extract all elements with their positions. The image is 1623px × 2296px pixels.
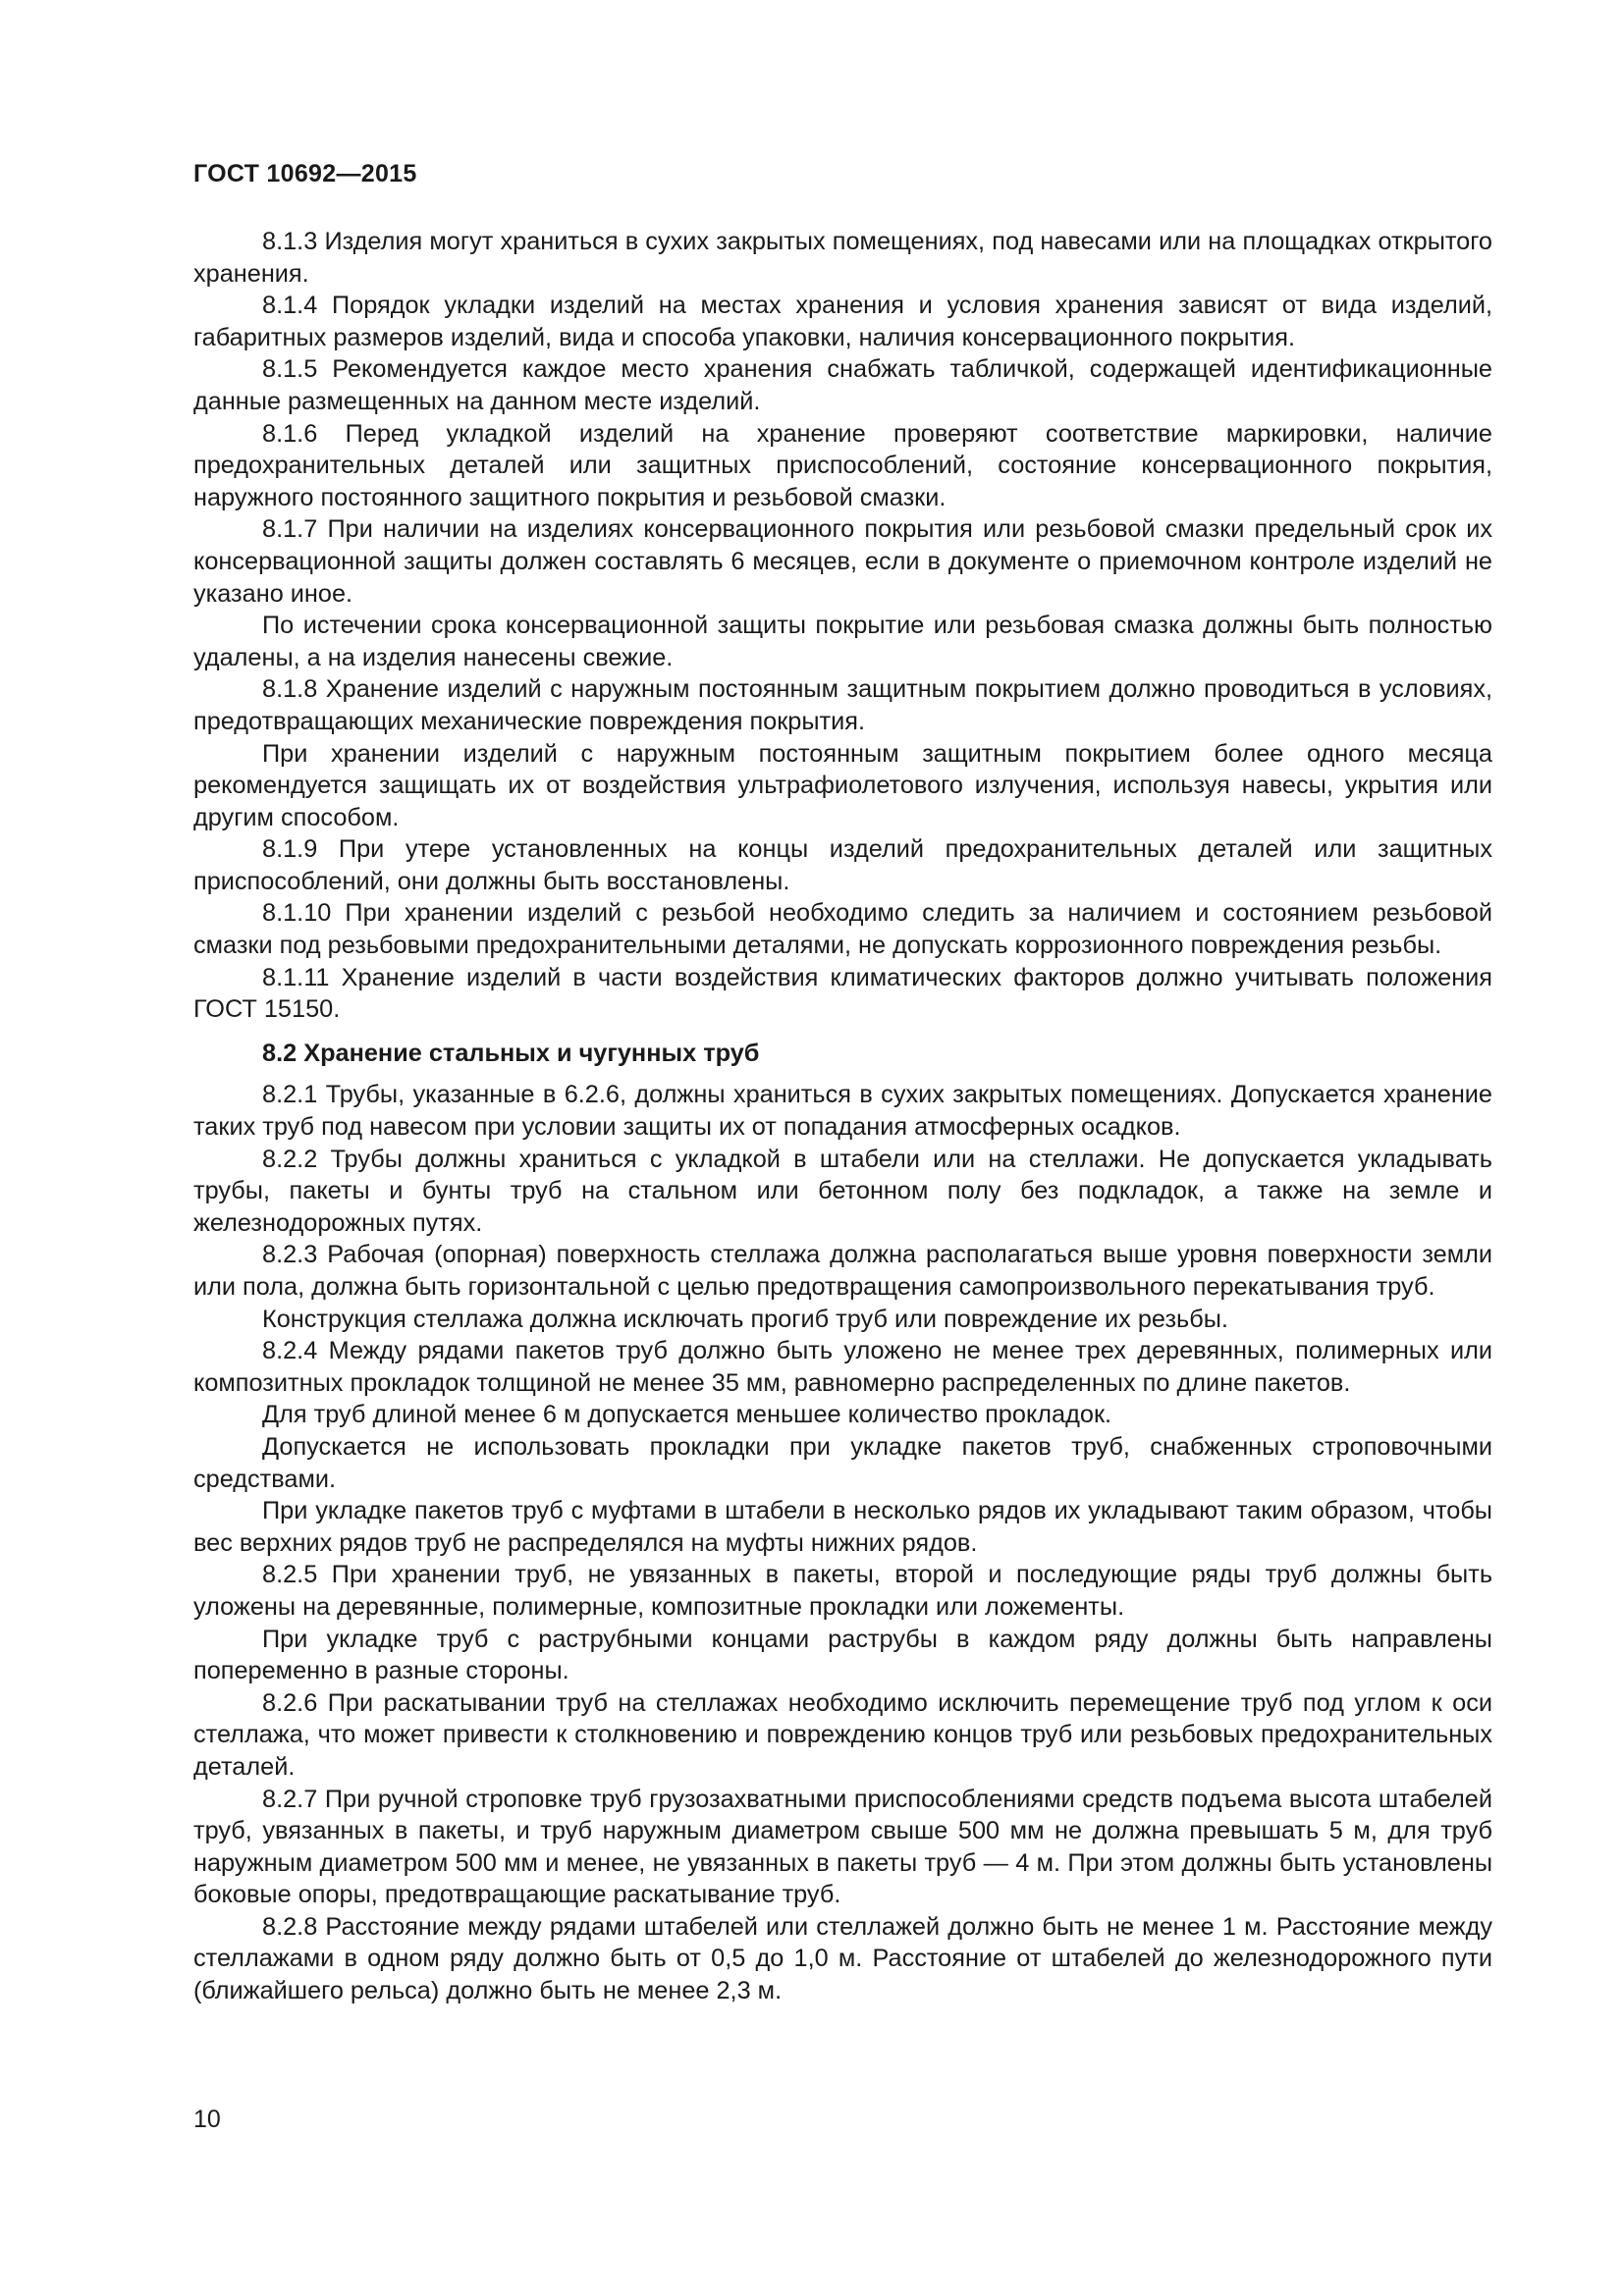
paragraph: 8.2.5 При хранении труб, не увязанных в пакеты, второй и последующие ряды труб должны быть уложены на деревянные, полимерные, композитные прокладки или ложементы. <box>193 1561 1492 1621</box>
paragraph: Допускается не использовать прокладки при укладке пакетов труб, снабженных строповочными средствами. <box>193 1432 1492 1493</box>
paragraph: 8.1.11 Хранение изделий в части воздействия климатических факторов должно учитывать положения ГОСТ 15150. <box>193 963 1492 1024</box>
paragraph: 8.1.6 Перед укладкой изделий на хранение проверяют соответствие маркировки, наличие предохранительных деталей или защитных приспособлений, состояние консервационного покрытия, наружного постоянного защитного покрытия и резьбовой смазки. <box>193 419 1492 511</box>
paragraph: 8.2.7 При ручной строповке труб грузозахватными приспособлениями средств подъема высота штабелей труб, увязанных в пакеты, и труб наружным диаметром свыше 500 мм не должна превышать 5 м, для труб наружным диаметром 500 мм и менее, не увязанных в пакеты труб — 4 м. При этом должны быть установлены боковые опоры, предотвращающие раскатывание труб. <box>193 1785 1492 1909</box>
paragraph: 8.1.8 Хранение изделий с наружным постоянным защитным покрытием должно проводиться в условиях, предотвращающих механические повреждения покрытия. <box>193 675 1492 735</box>
paragraph: 8.2.1 Трубы, указанные в 6.2.6, должны храниться в сухих закрытых помещениях. Допускается хранение таких труб под навесом при условии защиты их от попадания атмосферных осадков. <box>193 1081 1492 1142</box>
paragraph: 8.2.3 Рабочая (опорная) поверхность стеллажа должна располагаться выше уровня поверхности земли или пола, должна быть горизонтальной с целью предотвращения самопроизвольного перекатывания труб. <box>193 1241 1492 1301</box>
paragraph: 8.1.10 При хранении изделий с резьбой необходимо следить за наличием и состоянием резьбовой смазки под резьбовыми предохранительными деталями, не допускать коррозионного повреждения резьбы. <box>193 899 1492 960</box>
paragraph: При укладке пакетов труб с муфтами в штабели в несколько рядов их укладывают таким образом, чтобы вес верхних рядов труб не распределялся на муфты нижних рядов. <box>193 1497 1492 1557</box>
paragraph: 8.1.4 Порядок укладки изделий на местах хранения и условия хранения зависят от вида изделий, габаритных размеров изделий, вида и способа упаковки, наличия консервационного покрытия. <box>193 292 1492 351</box>
document-body <box>193 226 1492 2007</box>
paragraph: 8.1.5 Рекомендуется каждое место хранения снабжать табличкой, содержащей идентификационные данные размещенных на данном месте изделий. <box>193 355 1492 415</box>
paragraph: 8.2.2 Трубы должны храниться с укладкой в штабели или на стеллажи. Не допускается укладывать трубы, пакеты и бунты труб на стальном или бетонном полу без подкладок, а также на земле и железнодорожных путях. <box>193 1145 1492 1237</box>
paragraph: 8.1.7 При наличии на изделиях консервационного покрытия или резьбовой смазки предельный срок их консервационной защиты должен составлять 6 месяцев, если в документе о приемочном контроле изделий не указано иное. <box>193 515 1492 608</box>
page-number: 10 <box>193 2106 221 2133</box>
paragraph: 8.2.4 Между рядами пакетов труб должно быть уложено не менее трех деревянных, полимерных или композитных прокладок толщиной не менее 35 мм, равномерно распределенных по длине пакетов. <box>193 1337 1492 1397</box>
paragraph: 8.2.8 Расстояние между рядами штабелей или стеллажей должно быть не менее 1 м. Расстояние между стеллажами в одном ряду должно быть от 0,5 до 1,0 м. Расстояние от штабелей до железнодорожного пути (ближайшего рельса) должно быть не менее 2,3 м. <box>193 1912 1492 2005</box>
paragraph: 8.2.6 При раскатывании труб на стеллажах необходимо исключить перемещение труб под углом к оси стеллажа, что может привести к столкновению и повреждению концов труб или резьбовых предохранительных деталей. <box>193 1688 1492 1781</box>
paragraph: При укладке труб с раструбными концами раструбы в каждом ряду должны быть направлены попеременно в разные стороны. <box>193 1625 1492 1685</box>
paragraph: При хранении изделий с наружным постоянным защитным покрытием более одного месяца рекомендуется защищать их от воздействия ультрафиолетового излучения, используя навесы, укрытия или другим способом. <box>193 739 1492 831</box>
paragraph: Для труб длиной менее 6 м допускается меньшее количество прокладок. <box>262 1401 1112 1429</box>
paragraph: 8.1.3 Изделия могут храниться в сухих закрытых помещениях, под навесами или на площадках открытого хранения. <box>193 228 1492 288</box>
paragraph: По истечении срока консервационной защиты покрытие или резьбовая смазка должны быть полностью удалены, а на изделия нанесены свежие. <box>193 612 1492 671</box>
paragraph: 8.1.9 При утере установленных на концы изделий предохранительных деталей или защитных приспособлений, они должны быть восстановлены. <box>193 835 1492 895</box>
document-header: ГОСТ 10692—2015 <box>193 160 417 187</box>
section-heading: 8.2 Хранение стальных и чугунных труб <box>262 1039 760 1067</box>
paragraph: Конструкция стеллажа должна исключать прогиб труб или повреждение их резьбы. <box>262 1305 1228 1333</box>
